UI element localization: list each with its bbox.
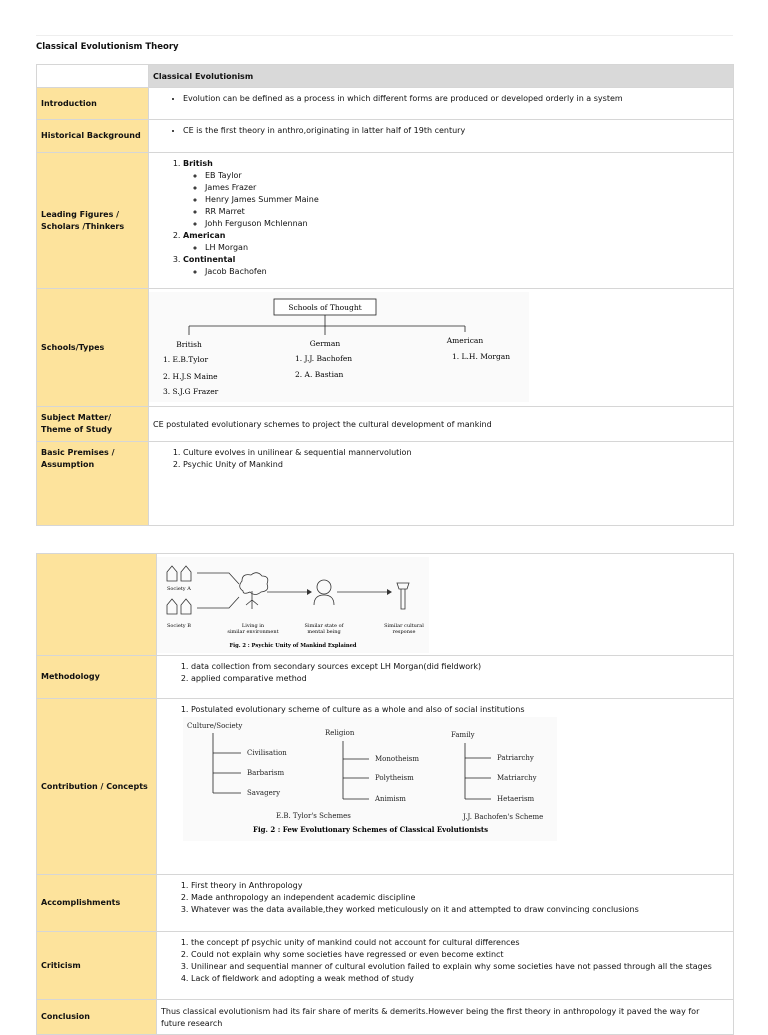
religion-1: Monotheism (375, 755, 420, 763)
psychic-unity-diagram (157, 557, 429, 653)
list-item: • Evolution can be defined as a process in which different forms are produced or developed orderly in a system (183, 93, 725, 105)
mental-label-2: mental being (307, 629, 341, 635)
diagram-b1: 1. E.B.Tylor (163, 355, 209, 364)
society-a-label: Society A (167, 586, 191, 592)
list-item: 2. Could not explain why some societies have regressed or even become extinct (191, 949, 725, 961)
list-item: ◦ Johh Ferguson Mchlennan (205, 218, 725, 230)
list-item: 4. Lack of fieldwork and adopting a weak method of study (191, 973, 725, 985)
row-label-contribution: Contribution / Concepts (37, 699, 157, 875)
row-label-introduction: Introduction (37, 88, 149, 120)
diagram-root: Schools of Thought (288, 303, 362, 312)
religion-3: Animism (375, 795, 406, 803)
row-content-methodology (157, 656, 734, 699)
row-label-psychic-figure (37, 554, 157, 656)
table-header: Classical Evolutionism (149, 65, 734, 88)
person-icon (314, 580, 334, 605)
diagram-b3: 3. S.J.G Frazer (163, 387, 219, 396)
diagram-g1: 1. J.J. Bachofen (295, 354, 353, 363)
theory-table-part-2 (36, 553, 734, 1035)
list-item: ◦ Henry James Summer Maine (205, 194, 725, 206)
row-label-conclusion: Conclusion (37, 1000, 157, 1035)
row-content-criticism (157, 932, 734, 1000)
family-2: Matriarchy (497, 774, 537, 782)
list-item: ◦ LH Morgan (205, 242, 725, 254)
row-content-premises (149, 442, 734, 526)
row-label-premises: Basic Premises / Assumption (37, 442, 149, 526)
list-item: 1. the concept pf psychic unity of mankind could not account for cultural differences (191, 937, 725, 949)
diagram-a1: 1. L.H. Morgan (452, 352, 511, 361)
row-content-introduction (149, 88, 734, 120)
list-item: • CE is the first theory in anthro,originating in latter half of 19th century (183, 125, 725, 137)
header-blank-cell (37, 65, 149, 88)
religion-head: Religion (325, 729, 355, 737)
row-content-figures (149, 153, 734, 289)
bachofen-label: J.J. Bachofen's Scheme (463, 813, 544, 821)
family-head: Family (451, 731, 475, 739)
tree-icon (240, 573, 268, 609)
row-label-accomplishments: Accomplishments (37, 875, 157, 932)
row-label-history: Historical Background (37, 120, 149, 153)
culture-3: Savagery (247, 789, 281, 797)
row-label-criticism: Criticism (37, 932, 157, 1000)
diagram-british: British (176, 340, 202, 349)
diagram-g2: 2. A. Bastian (295, 370, 344, 379)
row-label-methodology: Methodology (37, 656, 157, 699)
response-label-2: response (392, 629, 416, 635)
list-item: 3. Unilinear and sequential manner of cultural evolution failed to explain why some societies have not passed through all the stages (191, 961, 725, 973)
family-1: Patriarchy (497, 754, 534, 762)
page-title: Classical Evolutionism Theory (36, 42, 179, 52)
list-item: ◦ James Frazer (205, 182, 725, 194)
theory-table-part-1 (36, 64, 734, 526)
row-label-schools: Schools/Types (37, 289, 149, 407)
list-item: ◦ Jacob Bachofen (205, 266, 725, 278)
env-label-1: Living in (241, 623, 265, 629)
mental-label-1: Similar state of (304, 623, 344, 629)
env-label-2: similar environment (227, 629, 279, 635)
diagram-b2: 2. H.J.S Maine (163, 372, 218, 381)
list-item: 3. Whatever was the data available,they worked meticulously on it and attempted to draw convincing conclusions (191, 904, 725, 916)
list-item: 1. Postulated evolutionary scheme of culture as a whole and also of social institutions (191, 704, 725, 716)
culture-2: Barbarism (247, 769, 285, 777)
list-item: ◦ EB Taylor (205, 170, 725, 182)
list-item: 1. data collection from secondary sources except LH Morgan(did fieldwork) (191, 661, 725, 673)
top-divider (36, 35, 733, 36)
diagram-american: American (446, 336, 484, 345)
list-item: 1. British ◦ EB Taylor ◦ James Frazer ◦ Henry James Summer Maine ◦ RR Marret ◦ Johh Ferguson Mchlennan (183, 158, 725, 230)
schools-diagram (149, 292, 529, 402)
society-b-label: Society B (167, 623, 191, 629)
row-content-conclusion: Thus classical evolutionism had its fair share of merits & demerits.However being the first theory in anthropology it paved the way for future research (157, 1000, 734, 1035)
page-break (36, 527, 734, 553)
culture-1: Civilisation (247, 749, 287, 757)
row-content-subject: CE postulated evolutionary schemes to project the cultural development of mankind (149, 407, 734, 442)
row-content-history (149, 120, 734, 153)
evolutionary-schemes-figure (183, 717, 557, 841)
list-item: 2. applied comparative method (191, 673, 725, 685)
row-content-contribution (157, 699, 734, 875)
row-label-subject: Subject Matter/ Theme of Study (37, 407, 149, 442)
list-item: 2. Made anthropology an independent academic discipline (191, 892, 725, 904)
psychic-caption: Fig. 2 : Psychic Unity of Mankind Explained (229, 643, 357, 649)
tylor-label: E.B. Tylor's Schemes (276, 812, 351, 820)
row-content-accomplishments (157, 875, 734, 932)
row-content-psychic-figure (157, 554, 734, 656)
diagram-german: German (309, 339, 341, 348)
religion-2: Polytheism (375, 774, 414, 782)
row-content-schools (149, 289, 734, 407)
list-item: 1. Culture evolves in unilinear & sequential mannervolution (183, 447, 725, 459)
culture-head: Culture/Society (187, 722, 243, 730)
list-item: 2. Psychic Unity of Mankind (183, 459, 725, 471)
response-label-1: Similar cultural (384, 623, 424, 629)
tool-icon (397, 583, 409, 609)
list-item: 2. American ◦ LH Morgan (183, 230, 725, 254)
schemes-caption: Fig. 2 : Few Evolutionary Schemes of Classical Evolutionists (253, 825, 489, 834)
family-3: Hetaerism (497, 795, 535, 803)
list-item: 1. First theory in Anthropology (191, 880, 725, 892)
list-item: ◦ RR Marret (205, 206, 725, 218)
row-label-figures: Leading Figures / Scholars /Thinkers (37, 153, 149, 289)
list-item: 3. Continental ◦ Jacob Bachofen (183, 254, 725, 278)
